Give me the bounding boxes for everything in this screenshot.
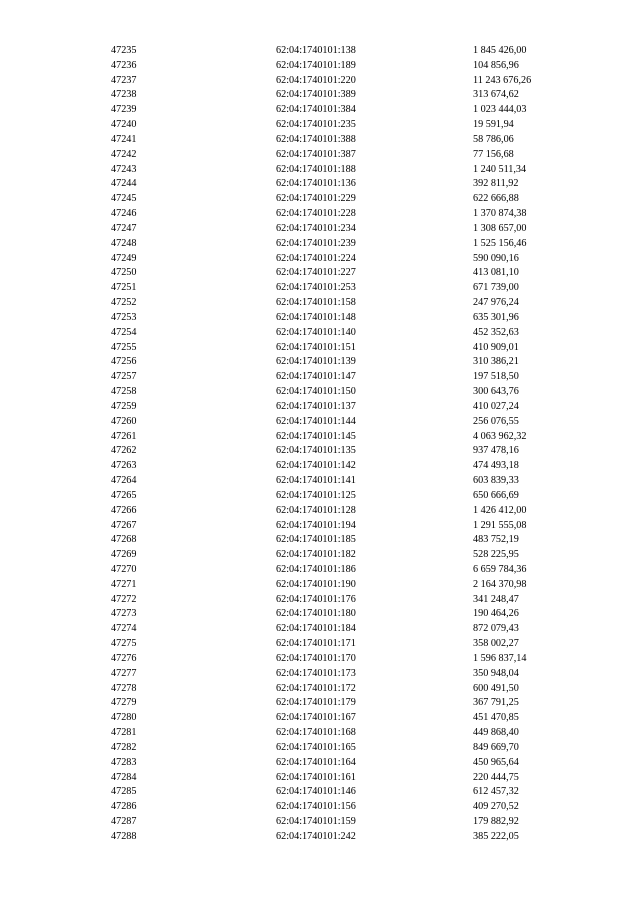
cadastral-number-cell: 62:04:1740101:156: [276, 801, 356, 813]
cadastral-number-cell: 62:04:1740101:171: [276, 638, 356, 650]
cadastral-number-cell: 62:04:1740101:388: [276, 133, 356, 145]
table-row: [0, 607, 640, 622]
value-cell: 474 493,18: [473, 460, 519, 472]
table-row: [0, 385, 640, 400]
table-row: [0, 326, 640, 341]
value-cell: 483 752,19: [473, 534, 519, 546]
row-number-cell: 47271: [111, 578, 137, 590]
value-cell: 650 666,69: [473, 489, 519, 501]
value-cell: 300 643,76: [473, 386, 519, 398]
value-cell: 590 090,16: [473, 252, 519, 264]
value-cell: 1 291 555,08: [473, 519, 527, 531]
row-number-cell: 47254: [111, 326, 137, 338]
row-number-cell: 47244: [111, 178, 137, 190]
row-number-cell: 47285: [111, 786, 137, 798]
row-number-cell: 47259: [111, 400, 137, 412]
table-row: [0, 756, 640, 771]
value-cell: 367 791,25: [473, 697, 519, 709]
row-number-cell: 47246: [111, 208, 137, 220]
table-row: [0, 59, 640, 74]
cadastral-number-cell: 62:04:1740101:180: [276, 608, 356, 620]
row-number-cell: 47284: [111, 771, 137, 783]
value-cell: 179 882,92: [473, 816, 519, 828]
table-row: [0, 281, 640, 296]
row-number-cell: 47260: [111, 415, 137, 427]
value-cell: 1 308 657,00: [473, 222, 527, 234]
cadastral-number-cell: 62:04:1740101:173: [276, 667, 356, 679]
value-cell: 256 076,55: [473, 415, 519, 427]
value-cell: 4 063 962,32: [473, 430, 527, 442]
cadastral-number-cell: 62:04:1740101:161: [276, 771, 356, 783]
row-number-cell: 47257: [111, 371, 137, 383]
cadastral-number-cell: 62:04:1740101:164: [276, 756, 356, 768]
value-cell: 600 491,50: [473, 682, 519, 694]
value-cell: 671 739,00: [473, 282, 519, 294]
value-cell: 190 464,26: [473, 608, 519, 620]
table-row: [0, 163, 640, 178]
row-number-cell: 47262: [111, 445, 137, 457]
cadastral-number-cell: 62:04:1740101:229: [276, 193, 356, 205]
value-cell: 1 023 444,03: [473, 104, 527, 116]
row-number-cell: 47282: [111, 741, 137, 753]
cadastral-number-cell: 62:04:1740101:239: [276, 237, 356, 249]
table-row: [0, 489, 640, 504]
cadastral-number-cell: 62:04:1740101:186: [276, 563, 356, 575]
row-number-cell: 47261: [111, 430, 137, 442]
row-number-cell: 47240: [111, 119, 137, 131]
value-cell: 413 081,10: [473, 267, 519, 279]
table-row: [0, 637, 640, 652]
cadastral-number-cell: 62:04:1740101:179: [276, 697, 356, 709]
value-cell: 1 845 426,00: [473, 45, 527, 56]
table-row: [0, 667, 640, 682]
cadastral-number-cell: 62:04:1740101:185: [276, 534, 356, 546]
cadastral-number-cell: 62:04:1740101:184: [276, 623, 356, 635]
table-row: [0, 222, 640, 237]
row-number-cell: 47274: [111, 623, 137, 635]
value-cell: 449 868,40: [473, 727, 519, 739]
table-row: [0, 177, 640, 192]
cadastral-number-cell: 62:04:1740101:138: [276, 45, 356, 56]
row-number-cell: 47267: [111, 519, 137, 531]
row-number-cell: 47251: [111, 282, 137, 294]
cadastral-number-cell: 62:04:1740101:141: [276, 475, 356, 487]
cadastral-number-cell: 62:04:1740101:384: [276, 104, 356, 116]
cadastral-number-cell: 62:04:1740101:151: [276, 341, 356, 353]
value-cell: 1 426 412,00: [473, 504, 527, 516]
value-cell: 358 002,27: [473, 638, 519, 650]
row-number-cell: 47250: [111, 267, 137, 279]
cadastral-number-cell: 62:04:1740101:235: [276, 119, 356, 131]
row-number-cell: 47283: [111, 756, 137, 768]
table-row: [0, 266, 640, 281]
row-number-cell: 47276: [111, 652, 137, 664]
value-cell: 197 518,50: [473, 371, 519, 383]
cadastral-number-cell: 62:04:1740101:146: [276, 786, 356, 798]
value-cell: 450 965,64: [473, 756, 519, 768]
row-number-cell: 47243: [111, 163, 137, 175]
cadastral-number-cell: 62:04:1740101:140: [276, 326, 356, 338]
row-number-cell: 47272: [111, 593, 137, 605]
row-number-cell: 47253: [111, 311, 137, 323]
table-row: [0, 519, 640, 534]
value-cell: 11 243 676,26: [473, 74, 532, 86]
value-cell: 603 839,33: [473, 475, 519, 487]
table-row: [0, 415, 640, 430]
row-number-cell: 47258: [111, 386, 137, 398]
cadastral-number-cell: 62:04:1740101:137: [276, 400, 356, 412]
cadastral-number-cell: 62:04:1740101:158: [276, 297, 356, 309]
table-row: [0, 88, 640, 103]
table-row: [0, 370, 640, 385]
table-row: [0, 830, 640, 845]
cadastral-number-cell: 62:04:1740101:389: [276, 89, 356, 101]
cadastral-number-cell: 62:04:1740101:145: [276, 430, 356, 442]
table-row: [0, 785, 640, 800]
row-number-cell: 47236: [111, 59, 137, 71]
cadastral-number-cell: 62:04:1740101:142: [276, 460, 356, 472]
row-number-cell: 47242: [111, 148, 137, 160]
cadastral-number-cell: 62:04:1740101:128: [276, 504, 356, 516]
cadastral-number-cell: 62:04:1740101:172: [276, 682, 356, 694]
row-number-cell: 47241: [111, 133, 137, 145]
cadastral-number-cell: 62:04:1740101:168: [276, 727, 356, 739]
table-row: [0, 430, 640, 445]
cadastral-number-cell: 62:04:1740101:148: [276, 311, 356, 323]
value-cell: 341 248,47: [473, 593, 519, 605]
row-number-cell: 47256: [111, 356, 137, 368]
value-cell: 635 301,96: [473, 311, 519, 323]
cadastral-number-cell: 62:04:1740101:194: [276, 519, 356, 531]
row-number-cell: 47248: [111, 237, 137, 249]
row-number-cell: 47281: [111, 727, 137, 739]
cadastral-number-cell: 62:04:1740101:167: [276, 712, 356, 724]
cadastral-number-cell: 62:04:1740101:224: [276, 252, 356, 264]
table-row: [0, 192, 640, 207]
value-cell: 392 811,92: [473, 178, 519, 190]
table-row: [0, 133, 640, 148]
table-row: [0, 400, 640, 415]
value-cell: 58 786,06: [473, 133, 514, 145]
table-row: [0, 533, 640, 548]
cadastral-number-cell: 62:04:1740101:228: [276, 208, 356, 220]
table-row: [0, 504, 640, 519]
table-row: [0, 652, 640, 667]
row-number-cell: 47238: [111, 89, 137, 101]
value-cell: 2 164 370,98: [473, 578, 527, 590]
row-number-cell: 47263: [111, 460, 137, 472]
value-cell: 104 856,96: [473, 59, 519, 71]
table-row: [0, 548, 640, 563]
cadastral-number-cell: 62:04:1740101:170: [276, 652, 356, 664]
row-number-cell: 47286: [111, 801, 137, 813]
row-number-cell: 47280: [111, 712, 137, 724]
table-row: [0, 741, 640, 756]
table-row: [0, 815, 640, 830]
value-cell: 385 222,05: [473, 830, 519, 842]
cadastral-number-cell: 62:04:1740101:136: [276, 178, 356, 190]
table-row: [0, 311, 640, 326]
table-row: [0, 711, 640, 726]
cadastral-number-cell: 62:04:1740101:125: [276, 489, 356, 501]
table-row: [0, 622, 640, 637]
cadastral-number-cell: 62:04:1740101:144: [276, 415, 356, 427]
row-number-cell: 47275: [111, 638, 137, 650]
value-cell: 612 457,32: [473, 786, 519, 798]
value-cell: 310 386,21: [473, 356, 519, 368]
table-row: [0, 563, 640, 578]
cadastral-number-cell: 62:04:1740101:242: [276, 830, 356, 842]
table-row: [0, 207, 640, 222]
value-cell: 77 156,68: [473, 148, 514, 160]
value-cell: 410 909,01: [473, 341, 519, 353]
data-table: [0, 44, 640, 845]
row-number-cell: 47239: [111, 104, 137, 116]
cadastral-number-cell: 62:04:1740101:253: [276, 282, 356, 294]
cadastral-number-cell: 62:04:1740101:182: [276, 549, 356, 561]
table-row: [0, 474, 640, 489]
row-number-cell: 47265: [111, 489, 137, 501]
cadastral-number-cell: 62:04:1740101:188: [276, 163, 356, 175]
value-cell: 872 079,43: [473, 623, 519, 635]
table-row: [0, 800, 640, 815]
table-row: [0, 44, 640, 59]
table-row: [0, 696, 640, 711]
table-row: [0, 74, 640, 89]
table-row: [0, 459, 640, 474]
value-cell: 451 470,85: [473, 712, 519, 724]
table-row: [0, 118, 640, 133]
table-row: [0, 103, 640, 118]
table-row: [0, 341, 640, 356]
table-row: [0, 682, 640, 697]
value-cell: 1 370 874,38: [473, 208, 527, 220]
row-number-cell: 47252: [111, 297, 137, 309]
value-cell: 1 240 511,34: [473, 163, 527, 175]
row-number-cell: 47278: [111, 682, 137, 694]
value-cell: 220 444,75: [473, 771, 519, 783]
value-cell: 350 948,04: [473, 667, 519, 679]
row-number-cell: 47288: [111, 830, 137, 842]
value-cell: 622 666,88: [473, 193, 519, 205]
cadastral-number-cell: 62:04:1740101:387: [276, 148, 356, 160]
value-cell: 1 525 156,46: [473, 237, 527, 249]
value-cell: 452 352,63: [473, 326, 519, 338]
cadastral-number-cell: 62:04:1740101:234: [276, 222, 356, 234]
row-number-cell: 47273: [111, 608, 137, 620]
row-number-cell: 47249: [111, 252, 137, 264]
cadastral-number-cell: 62:04:1740101:159: [276, 816, 356, 828]
table-row: [0, 593, 640, 608]
row-number-cell: 47266: [111, 504, 137, 516]
value-cell: 313 674,62: [473, 89, 519, 101]
row-number-cell: 47269: [111, 549, 137, 561]
cadastral-number-cell: 62:04:1740101:190: [276, 578, 356, 590]
value-cell: 410 027,24: [473, 400, 519, 412]
value-cell: 1 596 837,14: [473, 652, 527, 664]
value-cell: 6 659 784,36: [473, 563, 527, 575]
row-number-cell: 47245: [111, 193, 137, 205]
cadastral-number-cell: 62:04:1740101:147: [276, 371, 356, 383]
row-number-cell: 47235: [111, 45, 137, 56]
cadastral-number-cell: 62:04:1740101:165: [276, 741, 356, 753]
cadastral-number-cell: 62:04:1740101:150: [276, 386, 356, 398]
value-cell: 937 478,16: [473, 445, 519, 457]
value-cell: 528 225,95: [473, 549, 519, 561]
row-number-cell: 47287: [111, 816, 137, 828]
table-row: [0, 726, 640, 741]
row-number-cell: 47264: [111, 475, 137, 487]
cadastral-number-cell: 62:04:1740101:189: [276, 59, 356, 71]
table-row: [0, 578, 640, 593]
cadastral-number-cell: 62:04:1740101:135: [276, 445, 356, 457]
row-number-cell: 47268: [111, 534, 137, 546]
row-number-cell: 47279: [111, 697, 137, 709]
row-number-cell: 47255: [111, 341, 137, 353]
row-number-cell: 47247: [111, 222, 137, 234]
table-row: [0, 237, 640, 252]
cadastral-number-cell: 62:04:1740101:220: [276, 74, 356, 86]
table-row: [0, 252, 640, 267]
value-cell: 849 669,70: [473, 741, 519, 753]
table-row: [0, 444, 640, 459]
cadastral-number-cell: 62:04:1740101:227: [276, 267, 356, 279]
cadastral-number-cell: 62:04:1740101:176: [276, 593, 356, 605]
row-number-cell: 47277: [111, 667, 137, 679]
table-row: [0, 148, 640, 163]
table-row: [0, 771, 640, 786]
value-cell: 19 591,94: [473, 119, 514, 131]
value-cell: 247 976,24: [473, 297, 519, 309]
row-number-cell: 47270: [111, 563, 137, 575]
value-cell: 409 270,52: [473, 801, 519, 813]
table-row: [0, 296, 640, 311]
table-row: [0, 355, 640, 370]
row-number-cell: 47237: [111, 74, 137, 86]
cadastral-number-cell: 62:04:1740101:139: [276, 356, 356, 368]
